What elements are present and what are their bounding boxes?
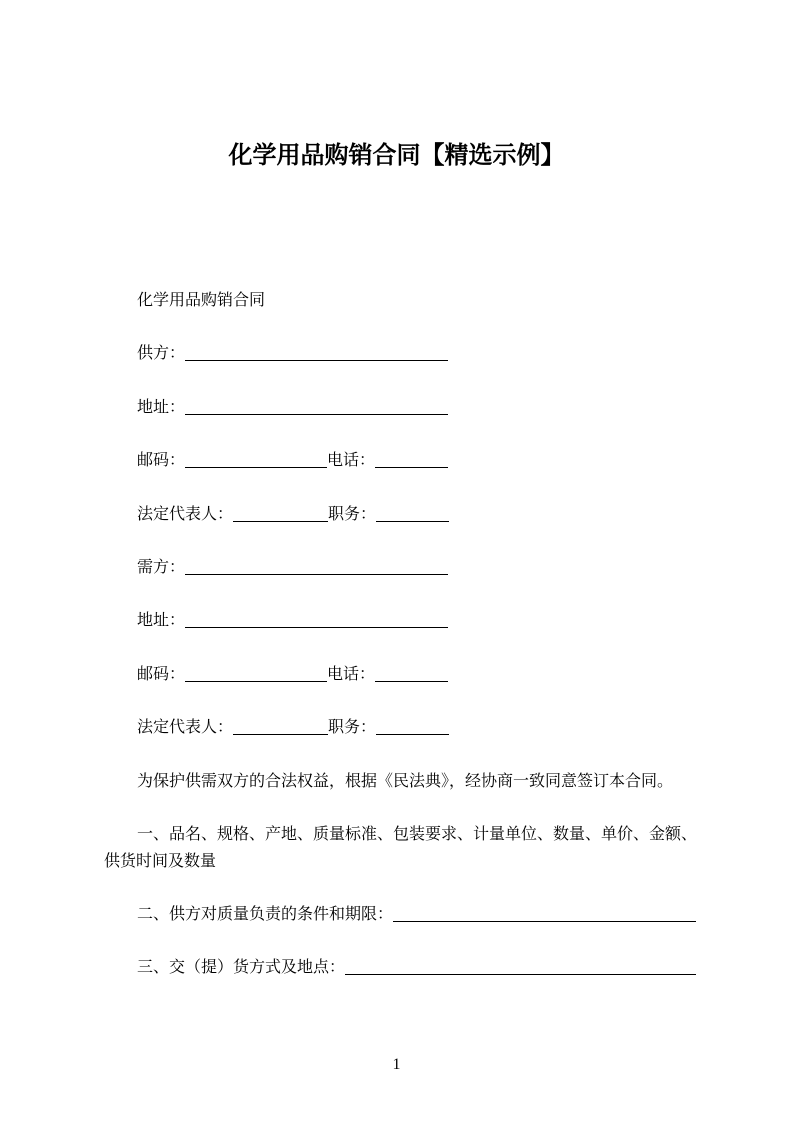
buyer-phone-label: 电话：: [327, 663, 376, 683]
supplier-name-blank: [185, 346, 448, 361]
buyer-legal-rep-label: 法定代表人：: [137, 717, 234, 737]
supplier-postcode-label: 邮码：: [137, 450, 186, 470]
supplier-party-line: [104, 340, 704, 367]
contract-intro: 为保护供需双方的合法权益，根据《民法典》，经协商一致同意签订本合同。: [137, 770, 674, 790]
buyer-legal-rep-blank: [233, 720, 328, 735]
buyer-position-label: 职务：: [328, 717, 377, 737]
clause-3: [104, 954, 704, 981]
supplier-contact-line: [104, 447, 704, 474]
supplier-representative-line: [104, 501, 704, 528]
supplier-legal-rep-label: 法定代表人：: [137, 503, 234, 523]
supplier-phone-label: 电话：: [327, 450, 376, 470]
clause-1: [104, 821, 704, 874]
buyer-address-label: 地址：: [137, 610, 186, 630]
clause-1-line-1: 一、品名、规格、产地、质量标准、包装要求、计量单位、数量、单价、金额、: [137, 823, 698, 843]
clause-1-line-2: 供货时间及数量: [104, 850, 217, 870]
buyer-representative-line: [104, 714, 704, 741]
clause-3-blank: [345, 960, 696, 975]
supplier-postcode-blank: [185, 453, 327, 468]
buyer-party-label: 需方：: [137, 556, 186, 576]
clause-2-blank: [393, 907, 696, 922]
supplier-position-label: 职务：: [328, 503, 377, 523]
buyer-postcode-label: 邮码：: [137, 663, 186, 683]
supplier-address-blank: [185, 400, 448, 415]
document-title: 化学用品购销合同【精选示例】: [228, 141, 565, 169]
buyer-address-blank: [185, 613, 448, 628]
supplier-address-line: [104, 394, 704, 421]
buyer-phone-blank: [375, 667, 448, 682]
contract-body: [104, 287, 704, 1008]
supplier-legal-rep-blank: [233, 507, 328, 522]
buyer-postcode-blank: [185, 667, 327, 682]
page-number: 1: [392, 1056, 401, 1073]
supplier-address-label: 地址：: [137, 396, 186, 416]
clause-3-text: 三、交（提）货方式及地点：: [137, 957, 346, 977]
supplier-position-blank: [376, 507, 449, 522]
buyer-party-line: [104, 554, 704, 581]
clause-2: [104, 901, 704, 928]
buyer-address-line: [104, 607, 704, 634]
buyer-contact-line: [104, 661, 704, 688]
clause-2-text: 二、供方对质量负责的条件和期限：: [137, 904, 394, 923]
supplier-phone-blank: [375, 453, 448, 468]
supplier-party-label: 供方：: [137, 343, 186, 363]
contract-heading: 化学用品购销合同: [137, 290, 266, 309]
buyer-name-blank: [185, 560, 448, 575]
buyer-position-blank: [376, 720, 449, 735]
